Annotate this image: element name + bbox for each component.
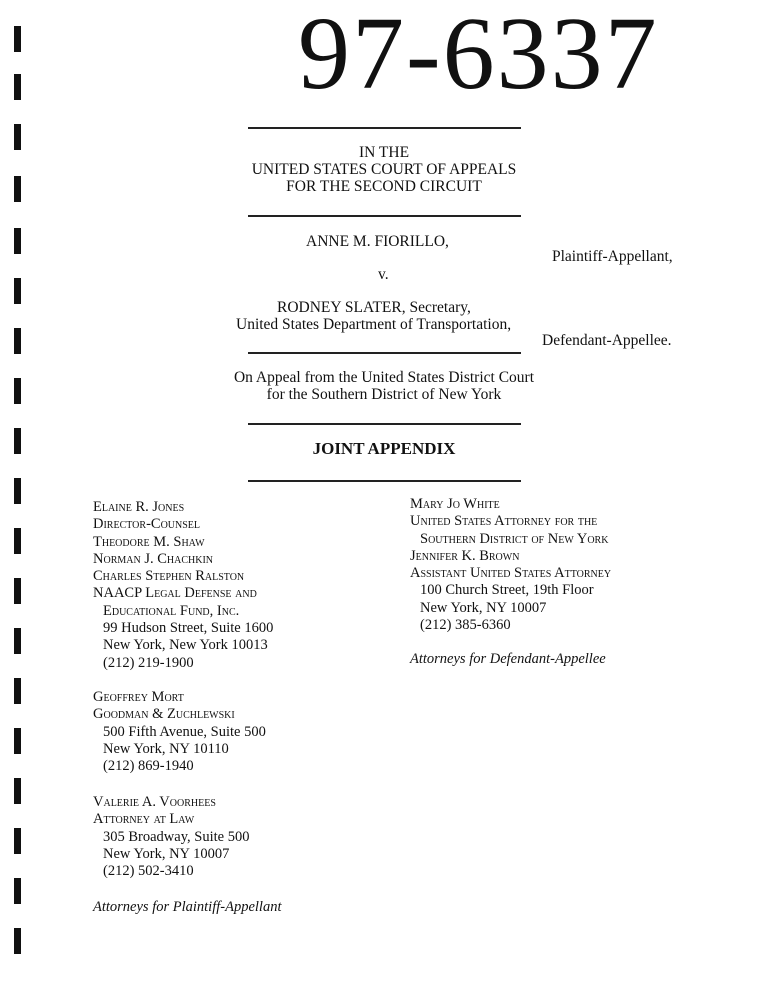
counsel-line: Valerie A. Voorhees	[93, 794, 216, 810]
court-heading	[0, 144, 768, 195]
counsel-line: NAACP Legal Defense and	[93, 585, 257, 602]
court-line: FOR THE SECOND CIRCUIT	[286, 178, 482, 195]
binding-mark	[14, 528, 21, 554]
binding-mark	[14, 26, 21, 52]
counsel-line: Goodman & Zuchlewski	[93, 706, 235, 723]
divider	[248, 423, 521, 425]
binding-mark	[14, 728, 21, 754]
binding-mark	[14, 678, 21, 704]
address-line: 500 Fifth Avenue, Suite 500	[103, 723, 266, 740]
counsel-line: United States Attorney for the	[410, 513, 598, 530]
binding-mark	[14, 878, 21, 904]
plaintiff-attorneys-role: Attorneys for Plaintiff-Appellant	[93, 899, 282, 915]
counsel-line: Attorney at Law	[93, 811, 195, 828]
divider	[248, 127, 521, 129]
counsel-line: Mary Jo White	[410, 496, 500, 512]
divider	[248, 480, 521, 482]
plaintiff-role: Plaintiff-Appellant,	[552, 248, 673, 265]
phone: (212) 502-3410	[103, 863, 194, 880]
binding-mark	[14, 578, 21, 604]
plaintiff-name: ANNE M. FIORILLO,	[306, 233, 449, 250]
defendant-attorneys-role: Attorneys for Defendant-Appellee	[410, 651, 606, 667]
counsel-line: Geoffrey Mort	[93, 689, 184, 705]
plaintiff-counsel-group-1	[93, 499, 273, 672]
plaintiff-counsel-group-3	[93, 794, 249, 880]
counsel-line: Educational Fund, Inc.	[103, 602, 240, 619]
appeal-line: On Appeal from the United States District Court	[233, 369, 535, 386]
counsel-line: Charles Stephen Ralston	[93, 568, 245, 585]
phone: (212) 869-1940	[103, 758, 194, 775]
binding-mark	[14, 278, 21, 304]
binding-mark	[14, 628, 21, 654]
court-line: IN THE	[358, 144, 410, 161]
counsel-line: Jennifer K. Brown	[410, 547, 520, 564]
address-line: 100 Church Street, 19th Floor	[420, 582, 594, 599]
binding-mark	[14, 778, 21, 804]
counsel-line: Assistant United States Attorney	[410, 565, 612, 582]
defendant-role: Defendant-Appellee.	[542, 332, 672, 349]
plaintiff-counsel-group-2	[93, 689, 266, 775]
address-line: 99 Hudson Street, Suite 1600	[103, 620, 274, 637]
counsel-line: Norman J. Chachkin	[93, 550, 213, 567]
binding-mark	[14, 74, 21, 100]
defendant-counsel	[410, 496, 611, 634]
phone: (212) 385-6360	[420, 617, 511, 634]
binding-mark	[14, 928, 21, 954]
court-line: UNITED STATES COURT OF APPEALS	[251, 161, 517, 178]
address-line: New York, NY 10007	[420, 599, 547, 616]
versus: v.	[378, 266, 389, 283]
appeal-statement	[0, 369, 768, 403]
document-title: JOINT APPENDIX	[312, 439, 456, 458]
address-line: 305 Broadway, Suite 500	[103, 828, 250, 845]
binding-mark	[14, 828, 21, 854]
counsel-line: Southern District of New York	[420, 530, 609, 547]
binding-mark	[14, 478, 21, 504]
address-line: New York, New York 10013	[103, 637, 268, 654]
defendant-name: RODNEY SLATER, Secretary,	[277, 299, 471, 316]
counsel-line: Theodore M. Shaw	[93, 533, 205, 550]
counsel-line: Director-Counsel	[93, 516, 201, 533]
binding-mark	[14, 328, 21, 354]
phone: (212) 219-1900	[103, 654, 194, 671]
divider	[248, 352, 521, 354]
address-line: New York, NY 10110	[103, 740, 229, 757]
counsel-line: Elaine R. Jones	[93, 499, 185, 515]
docket-number: 97-6337	[298, 0, 659, 111]
defendant-agency: United States Department of Transportation,	[236, 316, 512, 333]
address-line: New York, NY 10007	[103, 845, 230, 862]
binding-mark	[14, 228, 21, 254]
appeal-line: for the Southern District of New York	[266, 386, 502, 403]
divider	[248, 215, 521, 217]
